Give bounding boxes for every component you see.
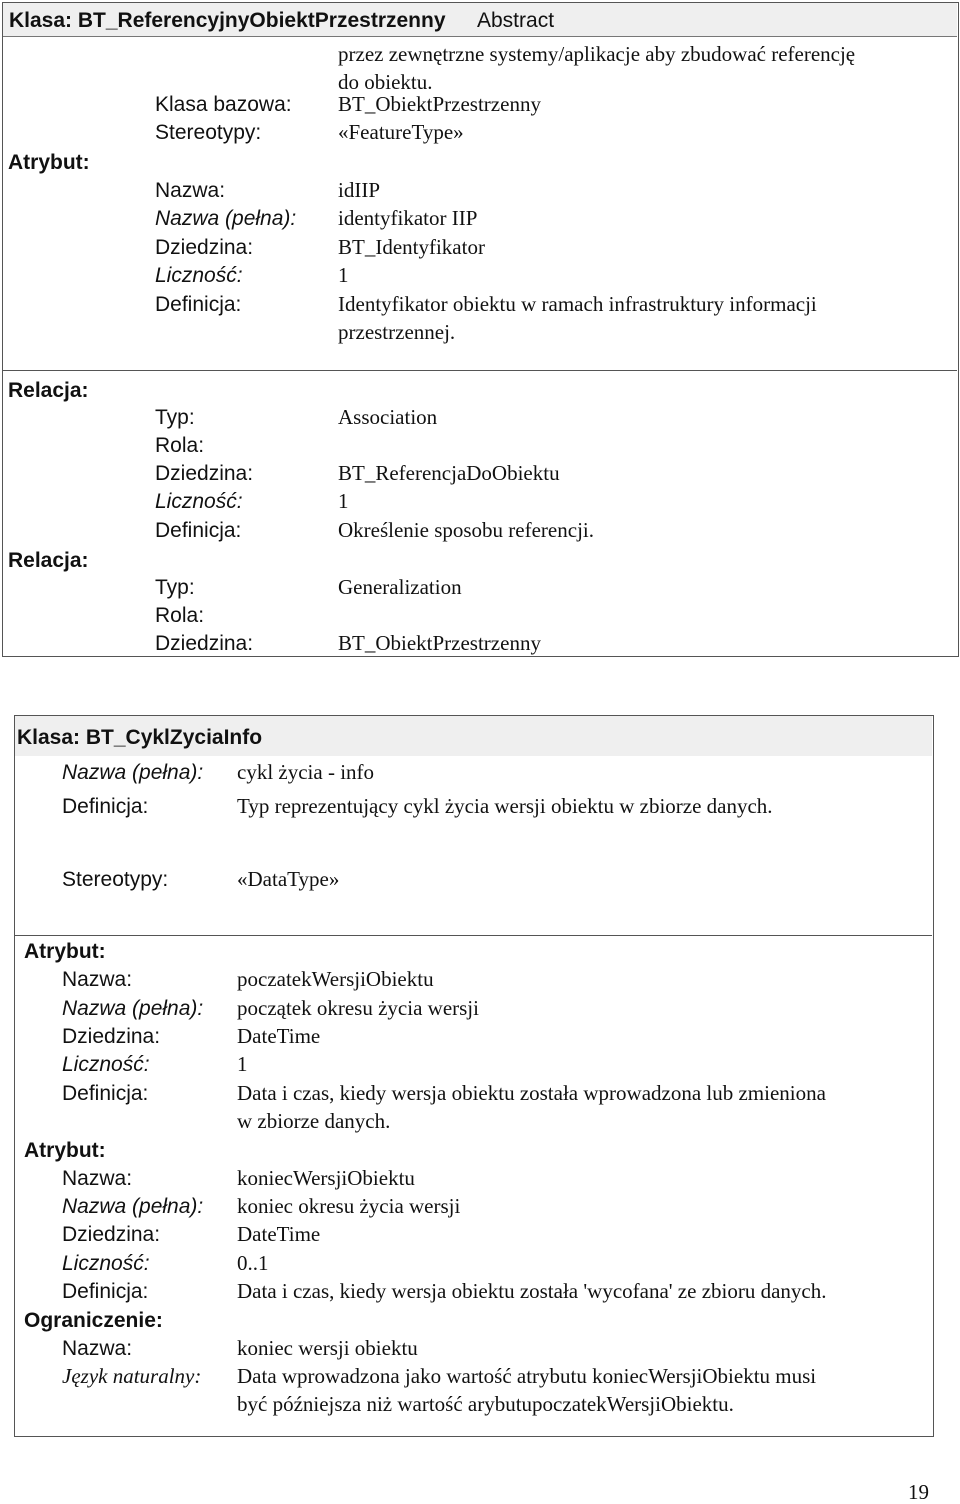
label-dziedzina: Dziedzina: bbox=[62, 1223, 161, 1246]
value-definicja: w zbiorze danych. bbox=[237, 1109, 391, 1133]
value-definicja: Typ reprezentujący cykl życia wersji obiektu w zbiorze danych. bbox=[237, 794, 773, 818]
label-dziedzina: Dziedzina: bbox=[155, 236, 254, 259]
value-typ: Association bbox=[338, 405, 438, 429]
attribute-heading: Atrybut: bbox=[8, 151, 90, 174]
definition-continued: do obiektu. bbox=[338, 70, 433, 94]
page-number: 19 bbox=[908, 1480, 929, 1504]
label-nazwa-pelna: Nazwa (pełna): bbox=[62, 1195, 204, 1218]
value-stereotypy: «FeatureType» bbox=[338, 120, 464, 144]
class-header bbox=[3, 3, 957, 37]
label-nazwa: Nazwa: bbox=[155, 179, 226, 202]
value-klasa-bazowa: BT_ObiektPrzestrzenny bbox=[338, 92, 541, 116]
label-stereotypy: Stereotypy: bbox=[155, 121, 262, 144]
value-nazwa-pelna: identyfikator IIP bbox=[338, 206, 478, 230]
value-typ: Generalization bbox=[338, 575, 462, 599]
value-nazwa-pelna: cykl życia - info bbox=[237, 760, 375, 784]
label-nazwa: Nazwa: bbox=[62, 1167, 133, 1190]
value-dziedzina: DateTime bbox=[237, 1222, 321, 1246]
constraint-heading: Ograniczenie: bbox=[24, 1309, 163, 1332]
value-licznosc: 0..1 bbox=[237, 1251, 269, 1275]
value-dziedzina: DateTime bbox=[237, 1024, 321, 1048]
value-definicja: Data i czas, kiedy wersja obiektu została 'wycofana' ze zbioru danych. bbox=[237, 1279, 827, 1303]
label-jezyk-naturalny: Język naturalny: bbox=[62, 1364, 202, 1388]
label-definicja: Definicja: bbox=[62, 1280, 149, 1303]
attribute-heading: Atrybut: bbox=[24, 940, 106, 963]
label-definicja: Definicja: bbox=[155, 293, 242, 316]
label-definicja: Definicja: bbox=[62, 795, 149, 818]
label-klasa-bazowa: Klasa bazowa: bbox=[155, 93, 292, 116]
value-nazwa: koniecWersjiObiektu bbox=[237, 1166, 415, 1190]
label-nazwa: Nazwa: bbox=[62, 1337, 133, 1360]
value-definicja: Identyfikator obiektu w ramach infrastruktury informacji bbox=[338, 292, 817, 316]
class-title: Klasa: BT_CyklZyciaInfo bbox=[17, 726, 263, 749]
value-dziedzina: BT_Identyfikator bbox=[338, 235, 485, 259]
label-typ: Typ: bbox=[155, 406, 195, 429]
label-dziedzina: Dziedzina: bbox=[155, 462, 254, 485]
value-dziedzina: BT_ObiektPrzestrzenny bbox=[338, 631, 541, 655]
label-typ: Typ: bbox=[155, 576, 195, 599]
value-nazwa: poczatekWersjiObiektu bbox=[237, 967, 434, 991]
label-nazwa-pelna: Nazwa (pełna): bbox=[155, 207, 297, 230]
value-licznosc: 1 bbox=[338, 263, 349, 287]
label-licznosc: Liczność: bbox=[62, 1053, 150, 1076]
value-definicja: Określenie sposobu referencji. bbox=[338, 518, 594, 542]
separator bbox=[15, 935, 932, 936]
label-nazwa: Nazwa: bbox=[62, 968, 133, 991]
class-header bbox=[15, 716, 932, 756]
class-title: Klasa: BT_ReferencyjnyObiektPrzestrzenny bbox=[9, 9, 446, 32]
label-nazwa-pelna: Nazwa (pełna): bbox=[62, 761, 204, 784]
separator bbox=[3, 370, 957, 371]
label-nazwa-pelna: Nazwa (pełna): bbox=[62, 997, 204, 1020]
label-rola: Rola: bbox=[155, 604, 205, 627]
value-nazwa-pelna: koniec okresu życia wersji bbox=[237, 1194, 461, 1218]
label-definicja: Definicja: bbox=[155, 519, 242, 542]
value-nazwa-pelna: początek okresu życia wersji bbox=[237, 996, 479, 1020]
value-stereotypy: «DataType» bbox=[237, 867, 340, 891]
value-jezyk-naturalny: Data wprowadzona jako wartość atrybutu koniecWersjiObiektu musi bbox=[237, 1364, 817, 1388]
label-licznosc: Liczność: bbox=[62, 1252, 150, 1275]
value-nazwa: idIIP bbox=[338, 178, 380, 202]
value-definicja: przestrzennej. bbox=[338, 320, 456, 344]
value-dziedzina: BT_ReferencjaDoObiektu bbox=[338, 461, 560, 485]
value-jezyk-naturalny: być późniejsza niż wartość arybutupoczatekWersjiObiektu. bbox=[237, 1392, 734, 1416]
label-rola: Rola: bbox=[155, 434, 205, 457]
definition-continued: przez zewnętrzne systemy/aplikacje aby zbudować referencję bbox=[338, 42, 856, 66]
value-definicja: Data i czas, kiedy wersja obiektu została wprowadzona lub zmieniona bbox=[237, 1081, 826, 1105]
label-definicja: Definicja: bbox=[62, 1082, 149, 1105]
relation-heading: Relacja: bbox=[8, 549, 89, 572]
label-licznosc: Liczność: bbox=[155, 264, 243, 287]
value-licznosc: 1 bbox=[237, 1052, 248, 1076]
abstract-label: Abstract bbox=[477, 9, 555, 32]
label-dziedzina: Dziedzina: bbox=[62, 1025, 161, 1048]
label-stereotypy: Stereotypy: bbox=[62, 868, 169, 891]
value-licznosc: 1 bbox=[338, 489, 349, 513]
attribute-heading: Atrybut: bbox=[24, 1139, 106, 1162]
label-dziedzina: Dziedzina: bbox=[155, 632, 254, 655]
label-licznosc: Liczność: bbox=[155, 490, 243, 513]
value-nazwa: koniec wersji obiektu bbox=[237, 1336, 418, 1360]
relation-heading: Relacja: bbox=[8, 379, 89, 402]
